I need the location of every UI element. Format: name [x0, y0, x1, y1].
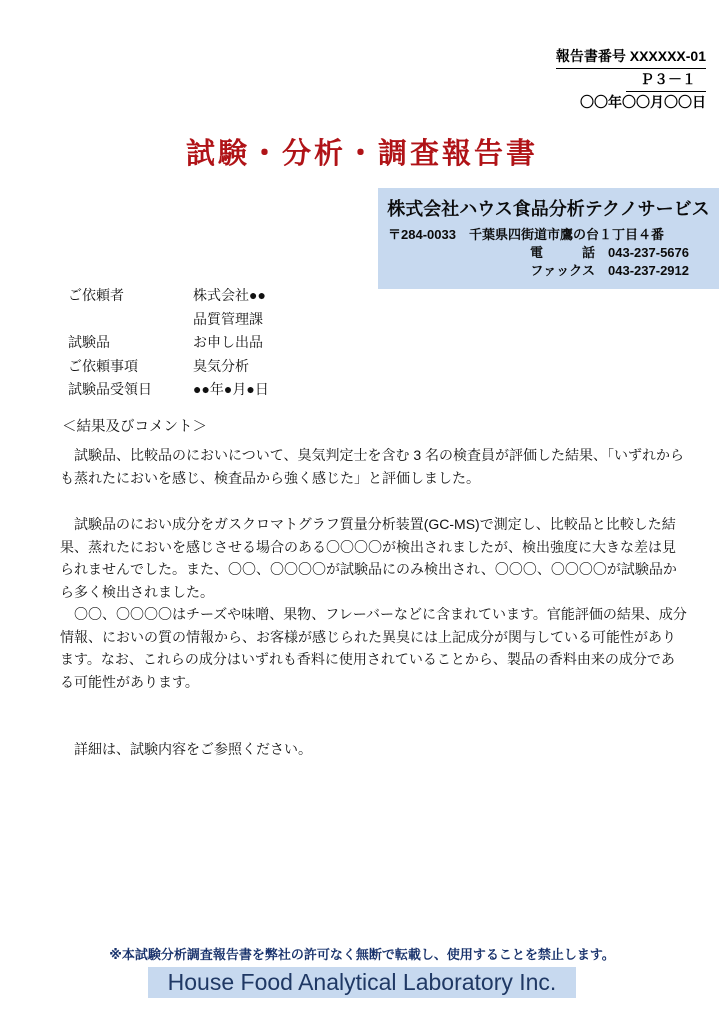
- info-value: 臭気分析: [193, 357, 249, 374]
- report-title: 試験・分析・調査報告書: [185, 138, 538, 170]
- footer-notice: ※本試験分析調査報告書を弊社の許可なく無断で転載し、使用することを禁止します。: [109, 947, 615, 962]
- page-number: Ｐ３－１: [626, 69, 706, 92]
- report-date: 〇〇年〇〇月〇〇日: [580, 94, 706, 110]
- client-row-sample: [68, 331, 269, 355]
- info-value: 品質管理課: [193, 310, 263, 327]
- client-row-request-item: [68, 355, 269, 379]
- client-row-receipt-date: [68, 378, 269, 402]
- company-phone: 電 話 043-237-5676: [530, 245, 689, 260]
- info-label: ご依頼者: [68, 287, 124, 303]
- info-value: ●●年●月●日: [193, 381, 269, 397]
- detail-note: 詳細は、試験内容をご参照ください。: [60, 741, 312, 757]
- client-row-department: [68, 308, 269, 332]
- report-number: 報告書番号 XXXXXX-01: [556, 46, 706, 69]
- report-meta: [556, 46, 706, 113]
- client-info-table: [68, 284, 269, 402]
- report-number-line: [556, 46, 706, 69]
- info-label: ご依頼事項: [68, 357, 138, 374]
- info-value: 株式会社●●: [193, 287, 266, 303]
- company-info-box: [378, 188, 719, 289]
- result-paragraph-components: 〇〇、〇〇〇〇はチーズや味噌、果物、フレーバーなどに含まれています。官能評価の結果、成分情報、においの質の情報から、お客様が感じられた異臭には上記成分が関与している可能性があります。なお、これらの成分はいずれも香料に使用されていることから、製品の香料由来の成分である可能性があります。: [60, 606, 687, 690]
- company-name-en: House Food Analytical Laboratory Inc.: [167, 969, 557, 995]
- company-fax: ファックス 043-237-2912: [530, 263, 689, 278]
- result-paragraph-gcms: 試験品のにおい成分をガスクロマトグラフ質量分析装置(GC-MS)で測定し、比較品と比較した結果、蒸れたにおいを感じさせる場合のある〇〇〇〇が検出されましたが、検出強度に大きな差は見られませんでした。また、〇〇、〇〇〇〇が試験品にのみ検出され、〇〇〇、〇〇〇〇が試験品から多く検出されました。: [60, 516, 677, 600]
- info-label: 試験品受領日: [68, 381, 152, 397]
- company-footer-band: [148, 967, 576, 998]
- info-label: 試験品: [68, 334, 110, 350]
- result-paragraph-sensory: 試験品、比較品のにおいについて、臭気判定士を含む 3 名の検査員が評価した結果、「いずれからも蒸れたにおいを感じ、検査品から強く感じた」と評価しました。: [60, 447, 685, 486]
- info-value: お申し出品: [193, 334, 263, 350]
- info-label: [68, 308, 193, 332]
- client-row-requester: [68, 284, 269, 308]
- results-heading: ＜結果及びコメント＞: [62, 419, 207, 435]
- company-address: 〒284-0033 千葉県四街道市鷹の台１丁目４番: [388, 227, 664, 242]
- page-number-line: [556, 69, 706, 92]
- company-name: 株式会社ハウス食品分析テクノサービス: [387, 199, 710, 219]
